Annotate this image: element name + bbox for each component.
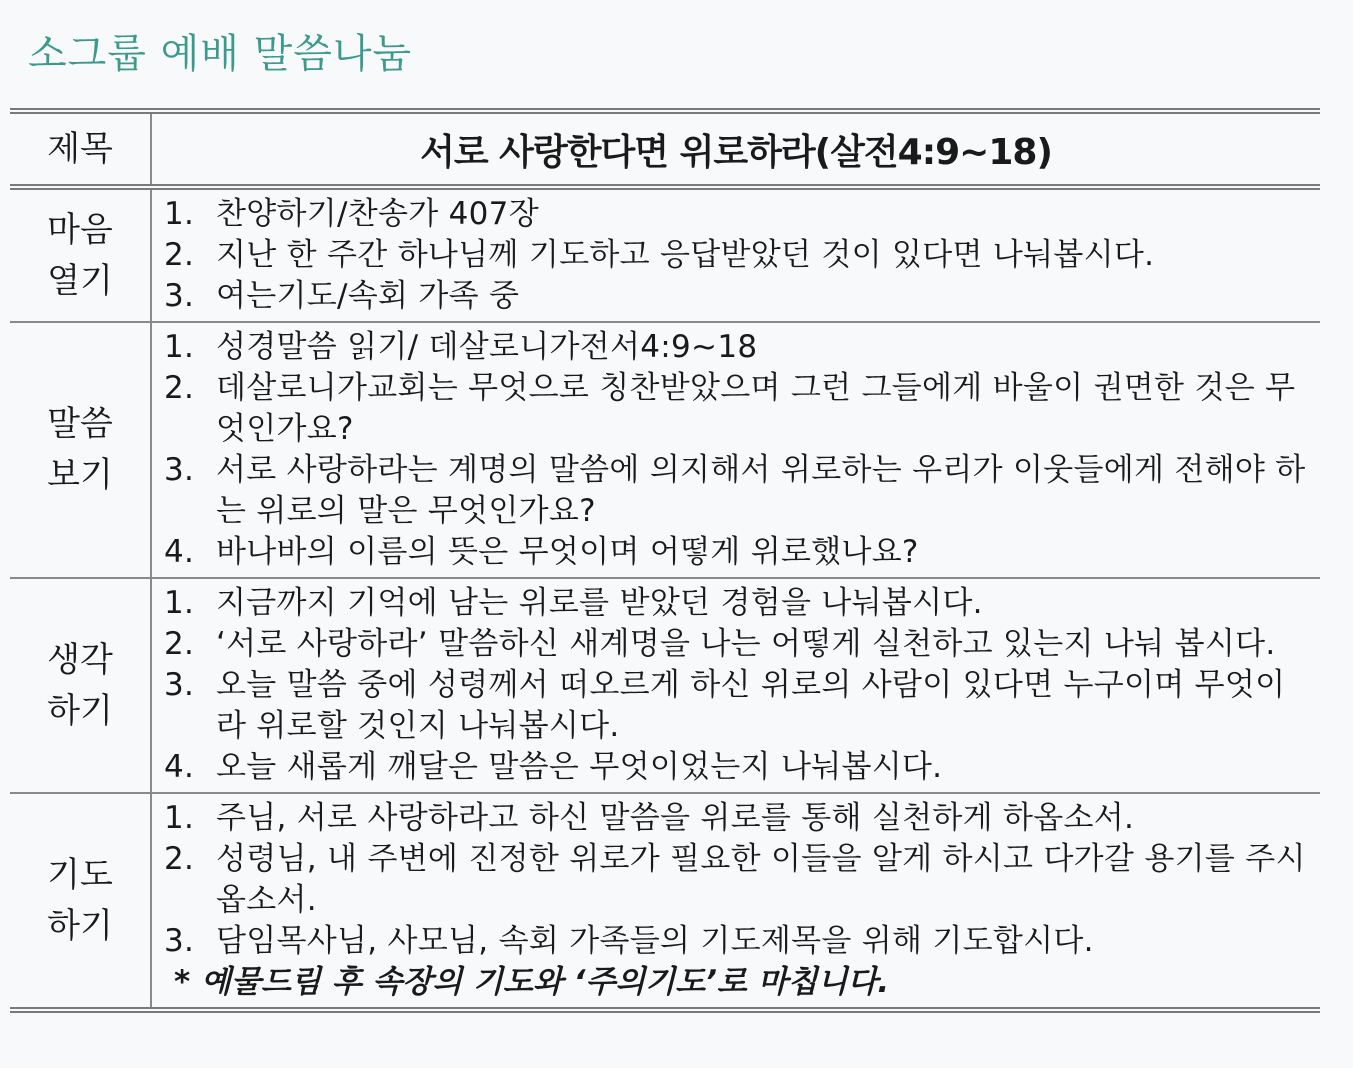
list-item: 3. 담임목사님, 사모님, 속회 가족들의 기도제목을 위해 기도합시다.	[164, 923, 1094, 959]
list-item: 1. 찬양하기/찬송가 407장	[164, 196, 539, 232]
title-row	[10, 114, 1320, 190]
section-row-pray	[10, 794, 1320, 1007]
closing-note: * 예물드림 후 속장의 기도와 ‘주의기도’로 마칩니다.	[174, 964, 890, 1000]
list-item: 3. 오늘 말씀 중에 성령께서 떠오르게 하신 위로의 사람이 있다면 누구이며 무엇이라 위로할 것인지 나눠봅시다.	[164, 667, 1286, 744]
list-item: 4. 바나바의 이름의 뜻은 무엇이며 어떻게 위로했나요?	[164, 534, 919, 570]
sermon-title: 서로 사랑한다면 위로하라(살전4:9~18)	[420, 131, 1052, 173]
section-row-word	[10, 323, 1320, 579]
section-row-think	[10, 579, 1320, 794]
list-item: 1. 주님, 서로 사랑하라고 하신 말씀을 위로를 통해 실천하게 하옵소서.	[164, 800, 1135, 836]
section-content	[152, 323, 1320, 577]
title-label: 제목	[10, 114, 152, 184]
section-content	[152, 190, 1320, 321]
list-item: 4. 오늘 새롭게 깨달은 말씀은 무엇이었는지 나눠봅시다.	[164, 749, 943, 785]
list-item: 2. ‘서로 사랑하라’ 말씀하신 새계명을 나는 어떻게 실천하고 있는지 나눠 봅시다.	[164, 626, 1276, 662]
list-item: 1. 지금까지 기억에 남는 위로를 받았던 경험을 나눠봅시다.	[164, 585, 983, 621]
section-label: 생각 하기	[10, 579, 152, 792]
section-label: 기도 하기	[10, 794, 152, 1007]
list-item: 3. 여는기도/속회 가족 중	[164, 278, 520, 314]
page-heading: 소그룹 예배 말씀나눔	[28, 31, 413, 77]
section-label: 말씀 보기	[10, 323, 152, 577]
list-item: 3. 서로 사랑하라는 계명의 말씀에 의지해서 위로하는 우리가 이웃들에게 전해야 하는 위로의 말은 무엇인가요?	[164, 452, 1306, 529]
section-label: 마음 열기	[10, 190, 152, 321]
list-item: 2. 지난 한 주간 하나님께 기도하고 응답받았던 것이 있다면 나눠봅시다.	[164, 237, 1155, 273]
section-content	[152, 579, 1320, 792]
section-content	[152, 794, 1320, 1007]
list-item: 2. 데살로니가교회는 무엇으로 칭찬받았으며 그런 그들에게 바울이 권면한 것은 무엇인가요?	[164, 370, 1296, 447]
list-item: 2. 성령님, 내 주변에 진정한 위로가 필요한 이들을 알게 하시고 다가갈 용기를 주시옵소서.	[164, 841, 1306, 918]
section-row-open	[10, 190, 1320, 323]
list-item: 1. 성경말씀 읽기/ 데살로니가전서4:9~18	[164, 329, 758, 365]
worship-table	[10, 108, 1320, 1013]
